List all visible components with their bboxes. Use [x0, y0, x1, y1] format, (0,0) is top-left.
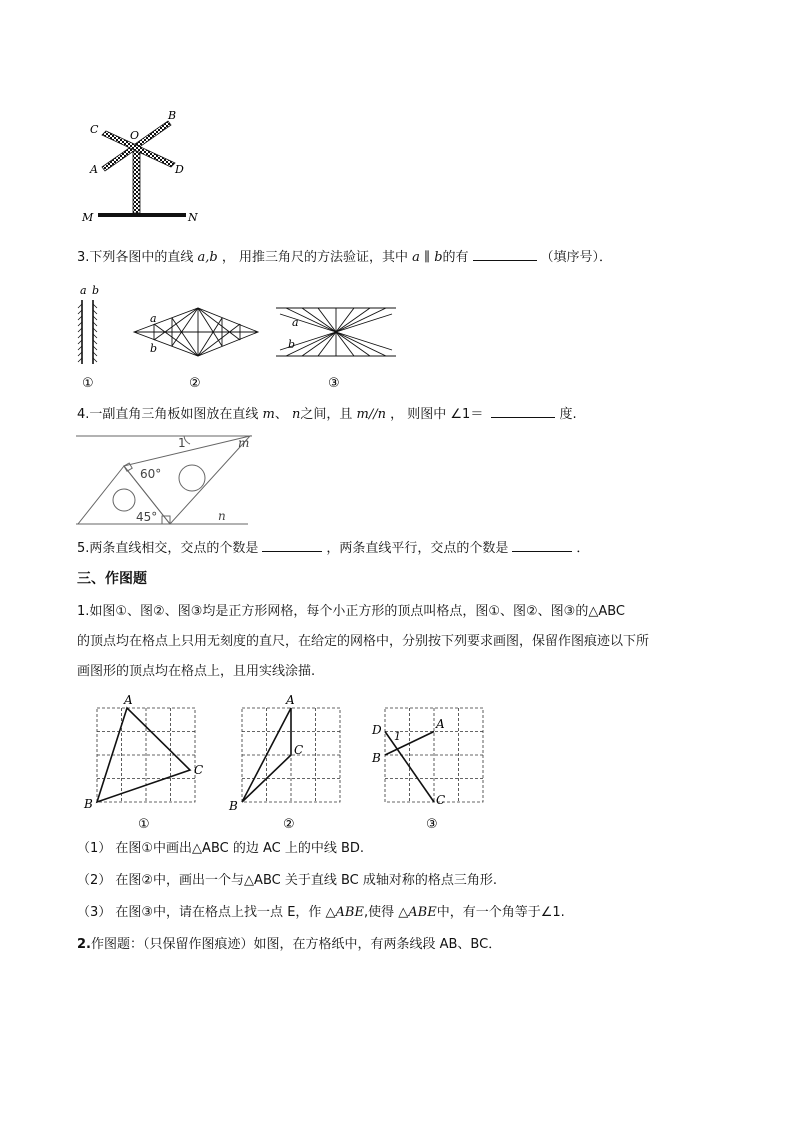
label-A: A — [90, 163, 98, 176]
sub-question-1: （1） 在图①中画出△ABC 的边 AC 上的中线 BD. — [77, 841, 365, 856]
answer-blank[interactable] — [262, 539, 322, 552]
svg-text:1: 1 — [178, 436, 186, 450]
svg-text:45°: 45° — [136, 510, 158, 524]
svg-text:A: A — [124, 693, 133, 707]
svg-text:A: A — [436, 717, 445, 731]
svg-text:B: B — [372, 751, 381, 765]
svg-text:①: ① — [138, 817, 150, 832]
svg-text:D: D — [372, 723, 382, 737]
svg-text:C: C — [294, 743, 304, 757]
sub-question-3: （3） 在图③中，请在格点上找一点 E，作 △ABE,使得 △ABE中，有一个角等于∠1. — [77, 905, 565, 920]
svg-text:②: ② — [189, 376, 201, 391]
svg-text:①: ① — [82, 376, 94, 391]
label-C: C — [90, 123, 99, 136]
question-4: 4.一副直角三角板如图放在直线 m、 n之间，且 m//n ， 则图中 ∠1＝ 度. — [77, 407, 577, 422]
svg-text:a: a — [150, 312, 157, 325]
question-3: 3.下列各图中的直线 a,b ， 用推三角尺的方法验证，其中 a ∥ b的有 （填序号）． — [77, 250, 613, 265]
problem-1-line-2: 的顶点均在格点上只用无刻度的直尺，在给定的网格中，分别按下列要求画图，保留作图痕迹以下所 — [77, 634, 650, 649]
svg-text:n: n — [218, 509, 226, 523]
svg-text:C: C — [436, 793, 446, 807]
windmill-figure — [78, 105, 208, 230]
problem-1-line-3: 画图形的顶点均在格点上，且用实线涂描. — [77, 664, 316, 679]
svg-text:③: ③ — [328, 376, 340, 391]
svg-text:A: A — [286, 693, 295, 707]
svg-text:b: b — [288, 338, 296, 351]
question-5: 5.两条直线相交，交点的个数是 ，两条直线平行，交点的个数是 ． — [77, 541, 590, 556]
label-O: O — [130, 129, 140, 142]
svg-text:b: b — [92, 284, 100, 297]
svg-text:C: C — [194, 763, 204, 777]
svg-text:a: a — [292, 316, 299, 329]
label-N: N — [188, 211, 198, 224]
svg-text:b: b — [150, 342, 158, 355]
svg-text:m: m — [238, 436, 250, 450]
answer-blank[interactable] — [512, 539, 572, 552]
answer-blank[interactable] — [491, 405, 555, 418]
svg-text:②: ② — [283, 817, 295, 832]
svg-text:③: ③ — [426, 817, 438, 832]
q3-figures — [72, 280, 412, 392]
q4-triangle-figure — [74, 430, 254, 530]
answer-blank[interactable] — [473, 248, 537, 261]
grid-figures — [80, 692, 500, 832]
svg-text:1: 1 — [394, 730, 401, 743]
section-heading: 三、作图题 — [77, 571, 147, 587]
svg-text:60°: 60° — [140, 467, 162, 481]
sub-question-2: （2） 在图②中，画出一个与△ABC 关于直线 BC 成轴对称的格点三角形. — [77, 873, 498, 888]
label-B: B — [168, 109, 177, 122]
problem-2: 2.作图题：（只保留作图痕迹）如图，在方格纸中，有两条线段 AB、BC． — [77, 937, 502, 952]
problem-1-line-1: 1.如图①、图②、图③均是正方形网格，每个小正方形的顶点叫格点，图①、图②、图③的△ABC — [77, 604, 625, 619]
svg-text:B: B — [229, 799, 238, 813]
svg-text:B: B — [84, 797, 93, 811]
label-D: D — [175, 163, 184, 176]
label-M: M — [82, 211, 94, 224]
svg-text:a: a — [80, 284, 87, 297]
